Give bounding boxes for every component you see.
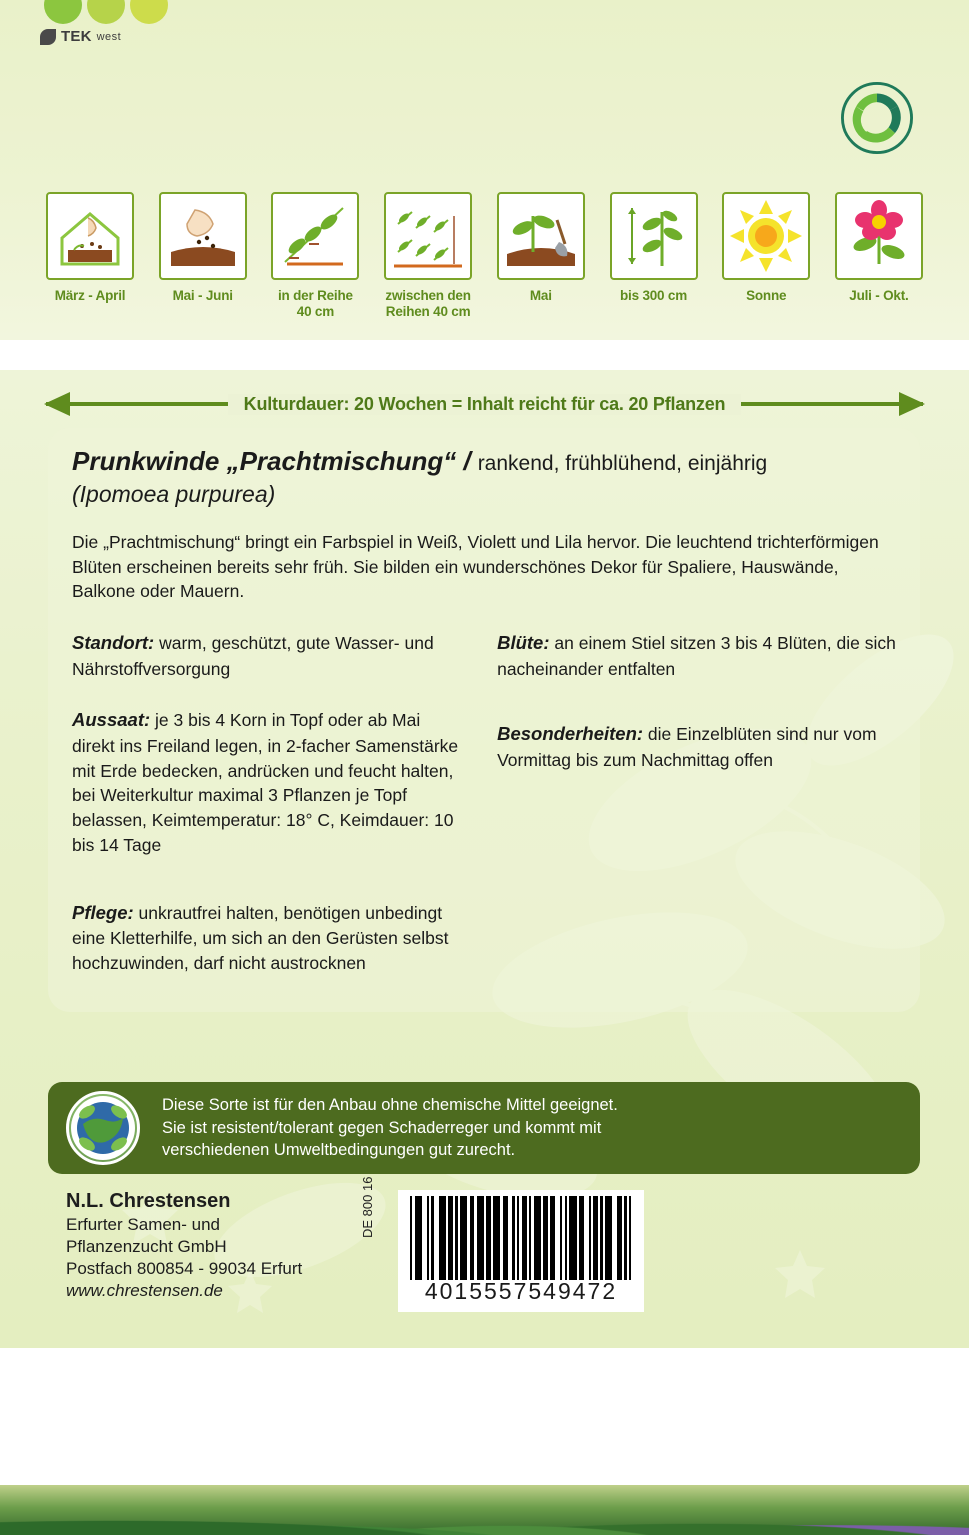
description-card <box>48 428 920 1012</box>
culture-duration-bar <box>0 388 969 420</box>
barcode-side-code: DE 800 16 <box>360 1176 375 1238</box>
company-website[interactable]: www.chrestensen.de <box>66 1281 223 1301</box>
logo-circle-1 <box>44 0 82 24</box>
icon-cell-spacing-in-row <box>269 192 361 319</box>
eco-globe-icon <box>66 1091 140 1165</box>
section-label-standort: Standort: <box>72 632 155 654</box>
section-text-aussaat: je 3 bis 4 Korn in Topf oder ab Mai direkt ins Freiland legen, in 2-facher Samenstärke mit Erde bedecken, andrücken und feucht halten, bei Weiterkultur maximal 3 Pflanzen je Topf belassen, Keimtemperatur: 18° C, Keimdauer: 10 bis 14 Tage <box>72 710 459 856</box>
eco-banner-line-3: verschiedenen Umweltbedingungen gut zurecht. <box>162 1141 516 1160</box>
barcode-bars <box>410 1196 632 1280</box>
icon-caption: Mai <box>529 288 552 303</box>
section-aussaat <box>72 707 467 857</box>
icon-caption: Mai - Juni <box>172 288 233 303</box>
sowing-outdoors-icon <box>159 192 247 280</box>
logo-circles <box>44 0 170 24</box>
icon-cell-sun <box>720 192 812 319</box>
icon-caption: Sonne <box>746 288 787 303</box>
section-label-pflege: Pflege: <box>72 901 134 923</box>
barcode-number: 4015557549472 <box>424 1278 618 1304</box>
sowing-under-glass-icon <box>46 192 134 280</box>
product-latin-name: (Ipomoea purpurea) <box>72 480 276 507</box>
bottom-photo-strip <box>0 1485 969 1535</box>
leaf-icon <box>40 29 56 45</box>
eco-banner-line-1: Diese Sorte ist für den Anbau ohne chemische Mittel geeignet. <box>162 1095 618 1114</box>
icon-cell-planting-out <box>495 192 587 319</box>
section-label-besonderheiten: Besonderheiten: <box>497 723 644 745</box>
icon-cell-spacing-between-rows <box>382 192 474 319</box>
details-column-right <box>497 630 896 1002</box>
section-label-aussaat: Aussaat: <box>72 709 151 731</box>
section-bluete <box>497 630 896 681</box>
planting-out-icon <box>497 192 585 280</box>
white-separator-band <box>0 340 969 370</box>
product-title: Prunkwinde „Prachtmischung“ / <box>72 446 471 476</box>
details-column-left <box>72 630 467 1002</box>
company-name: N.L. Chrestensen <box>66 1190 231 1212</box>
company-address <box>66 1188 406 1302</box>
section-pflege <box>72 900 467 976</box>
arrow-right-icon <box>899 392 925 416</box>
icon-cell-sowing-outdoors <box>157 192 249 319</box>
logo-wordmark <box>40 28 170 45</box>
eco-banner <box>48 1082 920 1174</box>
icon-cell-plant-height <box>608 192 700 319</box>
icon-cell-flowering-time <box>833 192 925 319</box>
cultivation-icon-strip <box>0 192 969 319</box>
icon-caption: zwischen den Reihen 40 cm <box>385 288 471 319</box>
icon-caption: in der Reihe 40 cm <box>277 288 353 319</box>
product-intro-text: Die „Prachtmischung“ bringt ein Farbspiel in Weiß, Violett und Lila hervor. Die leuchtend trichterförmigen Blüten erscheinen bereits sehr früh. Sie bilden ein wunderschönes Dekor für Spaliere, Hauswände, Balkone oder Mauern. <box>72 531 879 602</box>
section-text-standort: warm, geschützt, gute Wasser- und Nährstoffversorgung <box>72 633 434 679</box>
icon-cell-sowing-under-glass <box>44 192 136 319</box>
logo-circle-3 <box>130 0 168 24</box>
section-label-bluete: Blüte: <box>497 632 550 654</box>
address-line-1: Erfurter Samen- und <box>66 1215 221 1234</box>
green-dot-recycling-icon <box>841 82 913 154</box>
icon-caption: bis 300 cm <box>619 288 688 303</box>
spacing-in-row-icon <box>271 192 359 280</box>
flowering-time-icon <box>835 192 923 280</box>
culture-duration-text: Kulturdauer: 20 Wochen = Inhalt reicht für ca. 20 Pflanzen <box>228 394 742 415</box>
bottom-white-area <box>0 1348 969 1488</box>
plant-height-icon <box>610 192 698 280</box>
section-text-pflege: unkrautfrei halten, benötigen unbedingt eine Kletterhilfe, um sich an den Gerüsten selbst hochzuwinden, darf nicht austrocknen <box>72 902 449 973</box>
tekwest-logo <box>40 0 170 45</box>
icon-caption: Juli - Okt. <box>849 288 909 303</box>
eco-banner-text <box>162 1094 618 1162</box>
section-text-bluete: an einem Stiel sitzen 3 bis 4 Blüten, die sich nacheinander entfalten <box>497 633 896 679</box>
product-subtitle: rankend, frühblühend, einjährig <box>477 452 768 475</box>
section-besonderheiten <box>497 721 896 772</box>
product-title-block <box>72 446 896 508</box>
section-text-besonderheiten: die Einzelblüten sind nur vom Vormittag bis zum Nachmittag offen <box>497 724 877 770</box>
logo-name: TEK <box>61 28 92 45</box>
section-standort <box>72 630 467 681</box>
logo-circle-2 <box>87 0 125 24</box>
address-line-2: Pflanzenzucht GmbH <box>66 1237 227 1257</box>
address-line-3: Postfach 800854 - 99034 Erfurt <box>66 1259 303 1279</box>
icon-caption: März - April <box>54 288 126 303</box>
arrow-left-icon <box>44 392 70 416</box>
logo-suffix: west <box>96 30 122 43</box>
sun-icon <box>722 192 810 280</box>
eco-banner-line-2: Sie ist resistent/tolerant gegen Schaderreger und kommt mit <box>162 1118 602 1137</box>
spacing-between-rows-icon <box>384 192 472 280</box>
details-columns <box>72 630 896 1002</box>
